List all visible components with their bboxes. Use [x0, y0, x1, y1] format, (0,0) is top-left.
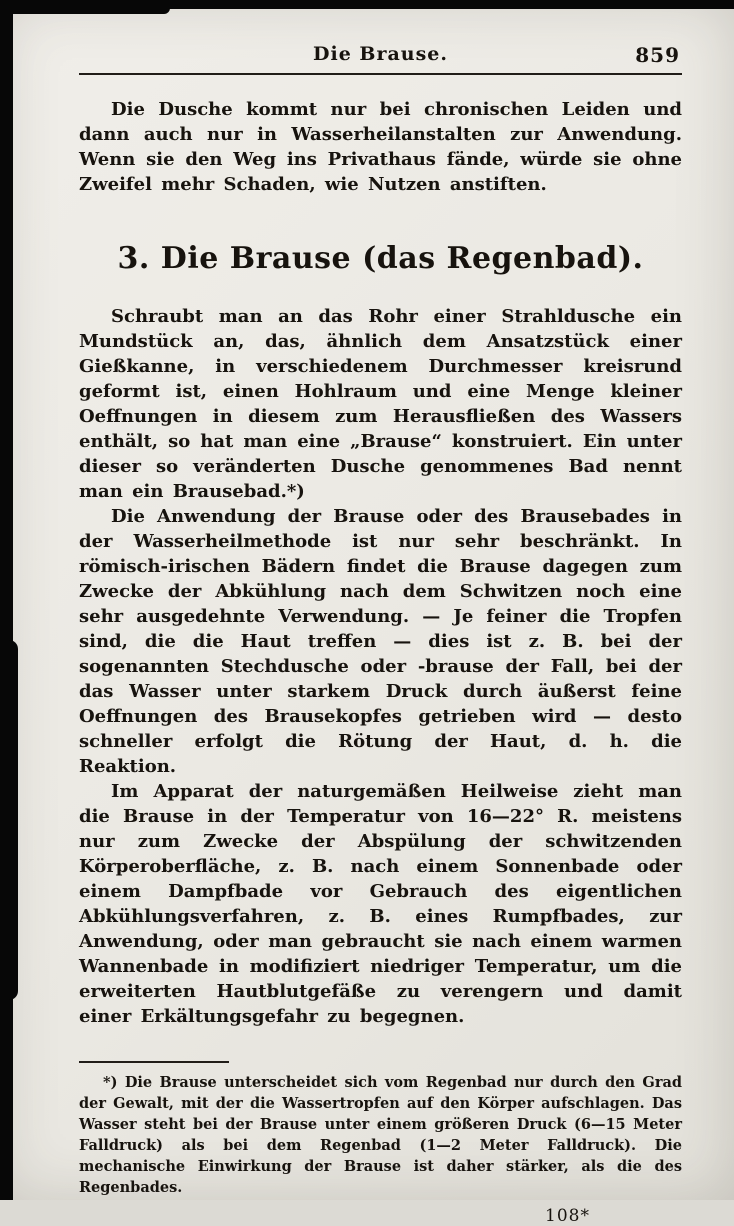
paragraph-1: Schraubt man an das Rohr einer Strahldusche ein Mundstück an, das, ähnlich dem Ansatzstück einer Gießkanne, in verschiedenem Durchmesser kreisrund geformt ist, einen Hohlraum und eine Menge kleiner Oeffnungen in diesem zum Herausfließen des Wassers enthält, so hat man eine „Brause“ konstruiert. Ein unter dieser so veränderten Dusche genommenes Bad nennt man ein Brausebad.*) — [79, 306, 682, 502]
intro-paragraph: Die Dusche kommt nur bei chronischen Leiden und dann auch nur in Wasserheilanstalten zur Anwendung. Wenn sie den Weg ins Privathaus fände, würde sie ohne Zweifel mehr Schaden, wie Nutzen anstiften. — [79, 99, 682, 195]
section-heading: 3. Die Brause (das Regenbad). — [117, 241, 644, 276]
running-header: Die Brause. — [313, 43, 448, 65]
paragraph-3: Im Apparat der naturgemäßen Heilweise zieht man die Brause in der Temperatur von 16—22° R. meistens nur zum Zwecke der Abspülung der schwitzenden Körperoberfläche, z. B. nach einem Sonnenbade oder einem Dampfbade vor Gebrauch des eigentlichen Abkühlungsverfahren, z. B. eines Rumpfbades, zur Anwendung, oder man gebraucht sie nach einem warmen Wannenbade in modifiziert niedriger Temperatur, um die erweiterten Hautblutgefäße zu verengern und damit einer Erkältungsgefahr zu begegnen. — [79, 781, 682, 1027]
footnote: *) Die Brause unterscheidet sich vom Regenbad nur durch den Grad der Gewalt, mit der die Wassertropfen auf den Körper aufschlagen. Das Wasser steht bei der Brause unter einem größeren Druck (6—15 Meter Falldruck) als bei dem Regenbad (1—2 Meter Falldruck). Die mechanische Einwirkung der Brause ist daher stärker, als die des Regenbades. — [79, 1074, 682, 1196]
page-number: 859 — [635, 43, 680, 67]
header-rule — [79, 73, 682, 75]
page-header — [79, 43, 682, 71]
footnote-rule — [79, 1061, 229, 1063]
scan-edge-left — [0, 0, 13, 1200]
signature-mark: 108* — [545, 1206, 590, 1226]
printed-page — [13, 9, 734, 1226]
paragraph-2: Die Anwendung der Brause oder des Brausebades in der Wasserheilmethode ist nur sehr beschränkt. In römisch-irischen Bädern findet die Brause dagegen zum Zwecke der Abkühlung nach dem Schwitzen noch eine sehr ausgedehnte Verwendung. — Je feiner die Tropfen sind, die die Haut treffen — dies ist z. B. bei der sogenannten Stechdusche oder -brause der Fall, bei der das Wasser unter starkem Druck durch äußerst feine Oeffnungen des Brausekopfes getrieben wird — desto schneller erfolgt die Rötung der Haut, d. h. die Reaktion. — [79, 506, 682, 777]
